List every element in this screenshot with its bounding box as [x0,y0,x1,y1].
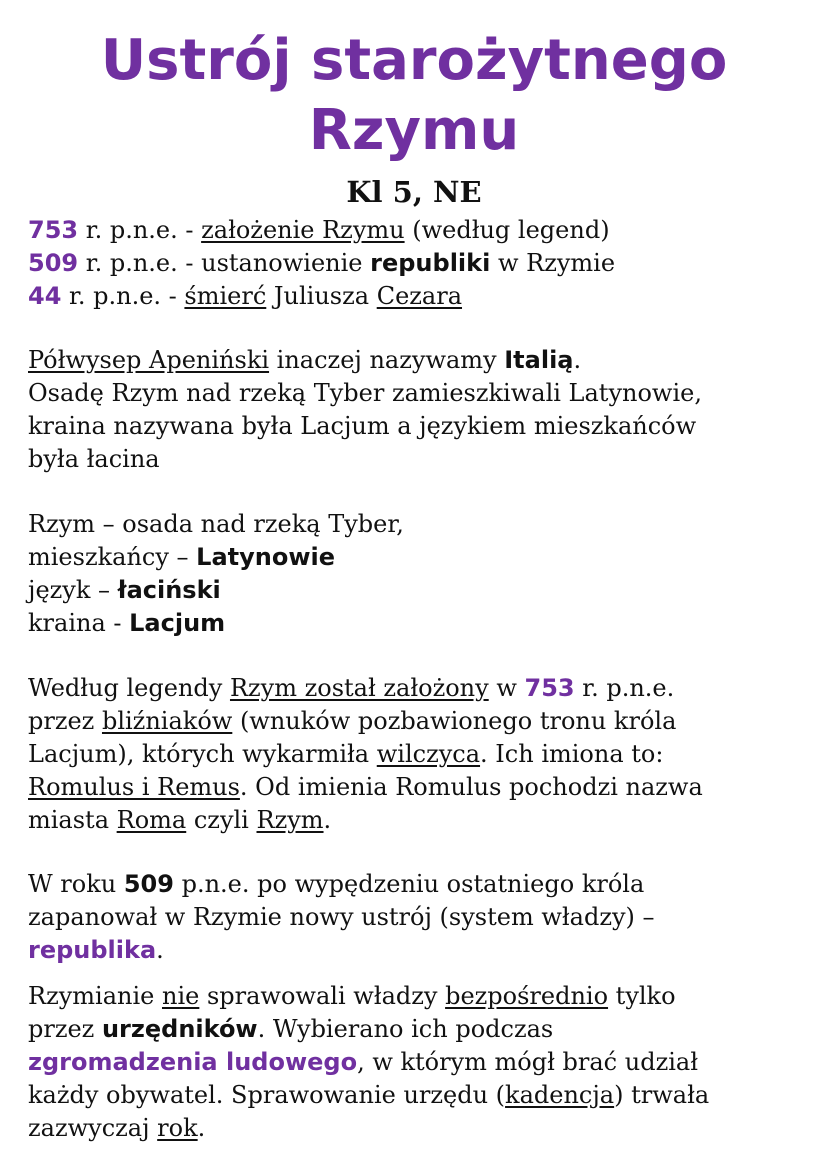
legend-line: Lacjum), których wykarmiła wilczyca. Ich imiona to: [28,740,664,768]
paragraph-line: była łacina [28,445,160,473]
paragraph-line: Osadę Rzym nad rzeką Tyber zamieszkiwali Latynowie, [28,379,702,407]
title-line-1: Ustrój starożytnego [100,28,728,93]
officials-line: zazwyczaj rok. [28,1114,206,1142]
paragraph-line: kraina nazywana była Lacjum a językiem mieszkańców [28,412,697,440]
fact-language: język – łaciński [28,576,221,604]
paragraph-italy-line: Półwysep Apeniński inaczej nazywamy Italią. [28,346,582,374]
title-line-2: Rzymu [308,98,520,163]
fact-inhabitants: mieszkańcy – Latynowie [28,543,336,571]
legend-line: Romulus i Remus. Od imienia Romulus pochodzi nazwa [28,773,703,801]
fact-rome: Rzym – osada nad rzeką Tyber, [28,510,404,538]
officials-line: przez urzędników. Wybierano ich podczas [28,1015,554,1043]
republic-line: republika. [28,936,164,964]
page-subtitle: Kl 5, NE [346,175,482,209]
page-title [0,26,828,166]
legend-line: Według legendy Rzym został założony w 753 r. p.n.e. [28,674,675,702]
republic-line: W roku 509 p.n.e. po wypędzeniu ostatniego króla [28,870,645,898]
officials-line: Rzymianie nie sprawowali władzy bezpośrednio tylko [28,982,676,1010]
legend-line: przez bliźniaków (wnuków pozbawionego tronu króla [28,707,677,735]
republic-line: zapanował w Rzymie nowy ustrój (system władzy) – [28,903,655,931]
legend-line: miasta Roma czyli Rzym. [28,806,332,834]
officials-line: każdy obywatel. Sprawowanie urzędu (kadencja) trwała [28,1081,710,1109]
date-line-753: 753 r. p.n.e. - założenie Rzymu (według legend) [28,216,610,244]
date-line-509: 509 r. p.n.e. - ustanowienie republiki w Rzymie [28,249,616,277]
date-line-44: 44 r. p.n.e. - śmierć Juliusza Cezara [28,282,463,310]
officials-line: zgromadzenia ludowego, w którym mógł brać udział [28,1048,698,1076]
fact-region: kraina - Lacjum [28,609,226,637]
